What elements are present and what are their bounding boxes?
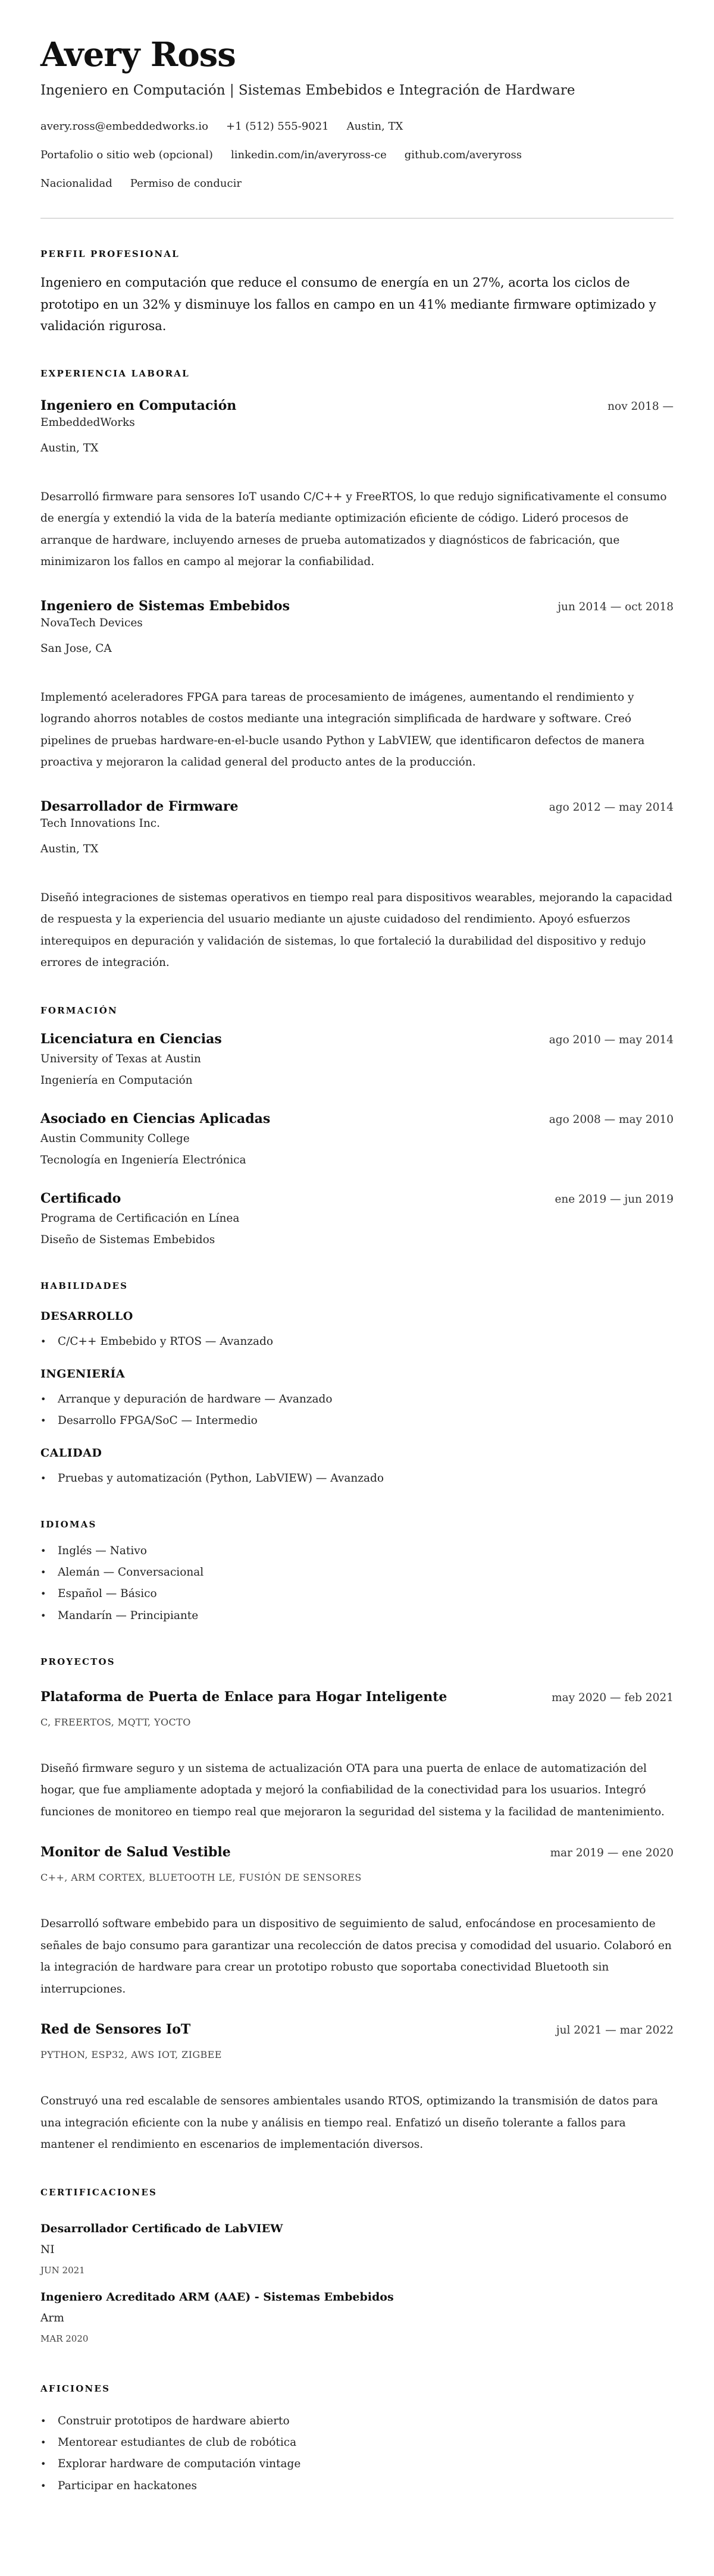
hobby-item: • Participar en hackatones bbox=[40, 2475, 674, 2497]
education-entry bbox=[40, 1030, 674, 1089]
entry-title: Licenciatura en Ciencias bbox=[40, 1031, 222, 1047]
driving-license: Permiso de conducir bbox=[130, 177, 242, 190]
hobbies-list bbox=[40, 2411, 674, 2497]
entry-dates: nov 2018 — bbox=[607, 400, 674, 413]
languages-list bbox=[40, 1540, 674, 1627]
skill-category: DESARROLLO bbox=[40, 1309, 133, 1323]
skill-category: CALIDAD bbox=[40, 1447, 102, 1460]
education-list bbox=[40, 1030, 674, 1248]
entry-dates: ene 2019 — jun 2019 bbox=[555, 1193, 674, 1206]
experience-entry bbox=[40, 597, 674, 774]
entry-title: Certificado bbox=[40, 1190, 121, 1206]
project-description: Diseñó firmware seguro y un sistema de actualización OTA para una puerta de enlace de automatización del hogar, que fue ampliamente adoptada y mejoró la confiabilidad de la conectividad para los usuarios. Integró funciones de monitoreo en tiempo real que mejoraron la seguridad del sistema y la facilidad de mantenimiento. bbox=[40, 1762, 665, 1818]
company: Tech Innovations Inc. bbox=[40, 817, 161, 830]
certifications-list bbox=[40, 2220, 674, 2345]
entry-title: Asociado en Ciencias Aplicadas bbox=[40, 1110, 271, 1127]
section-title-hobbies: AFICIONES bbox=[40, 2383, 111, 2394]
project-tech-stack: C, FREERTOS, MQTT, YOCTO bbox=[40, 1716, 191, 1728]
job-description: Diseñó integraciones de sistemas operativos en tiempo real para dispositivos wearables, mejorando la capacidad de respuesta y la experiencia del usuario mediante un ajuste cuidadoso del rendimiento. Apoyó esfuerzos interequipos en depuración y validación de sistemas, lo que fortaleció la durabilidad del dispositivo y redujo errores de integración. bbox=[40, 891, 673, 969]
hobby-item: • Mentorear estudiantes de club de robótica bbox=[40, 2432, 674, 2453]
linkedin-link[interactable]: linkedin.com/in/averyross-ce bbox=[230, 149, 387, 161]
entry-dates: ago 2012 — may 2014 bbox=[549, 801, 674, 814]
education-entry bbox=[40, 1110, 674, 1169]
experience-entry bbox=[40, 397, 674, 573]
skill-category: INGENIERÍA bbox=[40, 1367, 126, 1380]
contact-row bbox=[40, 147, 674, 164]
entry-title: Monitor de Salud Vestible bbox=[40, 1844, 231, 1860]
company: NovaTech Devices bbox=[40, 616, 143, 629]
experience-list bbox=[40, 397, 674, 974]
entry-header bbox=[40, 1843, 674, 1861]
job-description: Implementó aceleradores FPGA para tareas de procesamiento de imágenes, aumentando el rendimiento y logrando ahorros notables de costos mediante una integración simplificada de hardware y software. Creó pipelines de pruebas hardware-en-el-bucle usando Python y LabVIEW, que identificaron defectos de manera proactiva y mejoraron la calidad general del producto antes de la producción. bbox=[40, 691, 645, 768]
institution: Austin Community College bbox=[40, 1132, 190, 1145]
hobby-item: • Construir prototipos de hardware abierto bbox=[40, 2411, 674, 2432]
language-item: • Alemán — Conversacional bbox=[40, 1562, 674, 1583]
email-link[interactable]: avery.ross@embeddedworks.io bbox=[40, 120, 208, 133]
project-tech-stack: PYTHON, ESP32, AWS IOT, ZIGBEE bbox=[40, 2049, 222, 2061]
entry-dates: jun 2014 — oct 2018 bbox=[558, 600, 674, 613]
project-description: Desarrolló software embebido para un dispositivo de seguimiento de salud, enfocándose en procesamiento de señales de bajo consumo para garantizar una recolección de datos precisa y comodidad del usuario. Colaboró en la integración de hardware para crear un prototipo robusto que soportaba conectividad Bluetooth sin interrupciones. bbox=[40, 1918, 672, 1995]
certification-issuer: Arm bbox=[40, 2311, 64, 2324]
education-entry bbox=[40, 1190, 674, 1248]
phone: +1 (512) 555-9021 bbox=[226, 120, 329, 133]
job-location: Austin, TX bbox=[40, 441, 99, 454]
job-description: Desarrolló firmware para sensores IoT usando C/C++ y FreeRTOS, lo que redujo significativamente el consumo de energía y extendió la vida de la batería mediante optimización eficiente de código. Lideró procesos de arranque de hardware, incluyendo arneses de prueba automatizados y diagnósticos de fabricación, que minimizaron los fallos en campo al mejorar la confiabilidad. bbox=[40, 490, 667, 568]
section-title-languages: IDIOMAS bbox=[40, 1518, 97, 1530]
certification-entry bbox=[40, 2289, 674, 2345]
language-item: • Inglés — Nativo bbox=[40, 1540, 674, 1562]
github-link[interactable]: github.com/averyross bbox=[404, 149, 522, 161]
hobby-item: • Explorar hardware de computación vintage bbox=[40, 2453, 674, 2475]
entry-title: Plataforma de Puerta de Enlace para Hogar Inteligente bbox=[40, 1689, 447, 1705]
entry-dates: may 2020 — feb 2021 bbox=[552, 1691, 674, 1704]
certification-entry bbox=[40, 2220, 674, 2276]
field-of-study: Tecnología en Ingeniería Electrónica bbox=[40, 1153, 246, 1166]
section-title-skills: HABILIDADES bbox=[40, 1280, 129, 1291]
contact-row bbox=[40, 118, 674, 135]
skill-items bbox=[40, 1331, 674, 1353]
entry-dates: ago 2010 — may 2014 bbox=[549, 1033, 674, 1046]
section-title-projects: PROYECTOS bbox=[40, 1656, 115, 1667]
entry-header bbox=[40, 1190, 674, 1207]
nationality: Nacionalidad bbox=[40, 177, 112, 190]
field-of-study: Diseño de Sistemas Embebidos bbox=[40, 1233, 215, 1246]
section-title-summary: PERFIL PROFESIONAL bbox=[40, 249, 180, 259]
project-entry bbox=[40, 1843, 674, 2000]
entry-dates: jul 2021 — mar 2022 bbox=[556, 2024, 674, 2037]
portfolio-link[interactable]: Portafolio o sitio web (opcional) bbox=[40, 149, 213, 161]
section-title-education: FORMACIÓN bbox=[40, 1005, 118, 1016]
skill-items bbox=[40, 1389, 674, 1432]
language-item: • Mandarín — Principiante bbox=[40, 1605, 674, 1627]
certification-name: Desarrollador Certificado de LabVIEW bbox=[40, 2222, 283, 2235]
section-title-experience: EXPERIENCIA LABORAL bbox=[40, 368, 190, 379]
location: Austin, TX bbox=[346, 120, 403, 133]
contact-row bbox=[40, 175, 674, 192]
experience-entry bbox=[40, 798, 674, 974]
entry-header bbox=[40, 1110, 674, 1128]
entry-header bbox=[40, 2020, 674, 2038]
header-divider bbox=[40, 218, 674, 219]
entry-header bbox=[40, 1030, 674, 1048]
certification-date: JUN 2021 bbox=[40, 2264, 85, 2276]
company: EmbeddedWorks bbox=[40, 416, 135, 429]
projects-list bbox=[40, 1688, 674, 2156]
skill-item: • Desarrollo FPGA/SoC — Intermedio bbox=[40, 1410, 674, 1432]
entry-header bbox=[40, 397, 674, 415]
entry-header bbox=[40, 1688, 674, 1706]
skill-item: • Arranque y depuración de hardware — Avanzado bbox=[40, 1389, 674, 1410]
project-description: Construyó una red escalable de sensores ambientales usando RTOS, optimizando la transmisión de datos para una integración eficiente con la nube y análisis en tiempo real. Enfatizó un diseño tolerante a fallos para mantener el rendimiento en escenarios de implementación diversos. bbox=[40, 2095, 658, 2151]
entry-title: Desarrollador de Firmware bbox=[40, 798, 239, 814]
project-entry bbox=[40, 1688, 674, 1824]
resume-page bbox=[40, 0, 674, 2497]
field-of-study: Ingeniería en Computación bbox=[40, 1074, 193, 1087]
entry-header bbox=[40, 597, 674, 615]
skill-item: • Pruebas y automatización (Python, LabVIEW) — Avanzado bbox=[40, 1468, 674, 1489]
language-item: • Español — Básico bbox=[40, 1583, 674, 1605]
entry-header bbox=[40, 798, 674, 815]
institution: Programa de Certificación en Línea bbox=[40, 1212, 240, 1225]
project-entry bbox=[40, 2020, 674, 2156]
job-location: Austin, TX bbox=[40, 842, 99, 855]
entry-title: Red de Sensores IoT bbox=[40, 2022, 191, 2038]
candidate-name: Avery Ross bbox=[40, 35, 236, 74]
skill-items bbox=[40, 1468, 674, 1489]
certification-name: Ingeniero Acreditado ARM (AAE) - Sistemas Embebidos bbox=[40, 2290, 394, 2304]
summary-text: Ingeniero en computación que reduce el consumo de energía en un 27%, acorta los ciclos de prototipo en un 32% y disminuye los fallos en campo en un 41% mediante firmware optimizado y validación rigurosa. bbox=[40, 275, 656, 333]
entry-dates: ago 2008 — may 2010 bbox=[549, 1113, 674, 1126]
certification-date: MAR 2020 bbox=[40, 2333, 89, 2344]
skill-item: • C/C++ Embebido y RTOS — Avanzado bbox=[40, 1331, 674, 1353]
headline: Ingeniero en Computación | Sistemas Embebidos e Integración de Hardware bbox=[40, 83, 575, 98]
section-title-certifications: CERTIFICACIONES bbox=[40, 2186, 157, 2198]
entry-title: Ingeniero de Sistemas Embebidos bbox=[40, 598, 290, 614]
entry-dates: mar 2019 — ene 2020 bbox=[550, 1847, 674, 1860]
certification-issuer: NI bbox=[40, 2243, 55, 2256]
entry-title: Ingeniero en Computación bbox=[40, 397, 237, 413]
project-tech-stack: C++, ARM CORTEX, BLUETOOTH LE, FUSIÓN DE SENSORES bbox=[40, 1872, 362, 1884]
job-location: San Jose, CA bbox=[40, 642, 112, 655]
skills-list bbox=[40, 1308, 674, 1490]
institution: University of Texas at Austin bbox=[40, 1052, 201, 1065]
